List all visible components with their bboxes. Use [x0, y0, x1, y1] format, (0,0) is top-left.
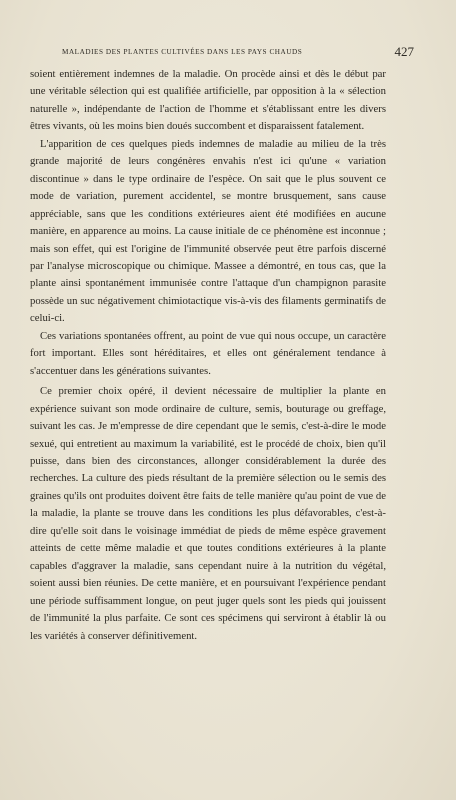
paragraph-continuation: soient entièrement indemnes de la maladie. On procède ainsi et dès le début par une véritable sélection qui est qualifiée artificielle, par opposition à la « sélection naturelle », indépendante de l'action de l'homme et s'établissant entre les divers êtres vivants, où les moins bien doués succombent et disparaissent fatalement. [30, 68, 386, 133]
page-header [62, 46, 414, 62]
paragraph-variation-discontinue: L'apparition de ces quelques pieds indemnes de maladie au milieu de la très grande majorité de leurs congénères envahis n'est ici qu'une « variation discontinue » dans le type ordinaire de l'espèce. On sait que le plus souvent ce mode de variation, purement accidentel, se montre brusquement, sans cause appréciable, sans que les conditions extérieures aient été modifiées en aucune manière, en apparence au moins. La cause initiale de ce phénomène est inconnue ; mais son effet, qui est l'origine de l'immunité observée peut être parfois discerné par l'analyse microscopique ou chimique. Massee a démontré, en tous cas, que la plante ainsi spontanément immunisée contre l'attaque d'un champignon parasite possède un suc négativement chimiotactique vis-à-vis des filaments germinatifs de celui-ci. [30, 137, 386, 325]
running-head: MALADIES DES PLANTES CULTIVÉES DANS LES PAYS CHAUDS [62, 48, 303, 56]
page-number: 427 [394, 44, 414, 59]
body-text [30, 66, 386, 645]
paragraph-premier-choix: Ce premier choix opéré, il devient nécessaire de multiplier la plante en expérience suivant son mode ordinaire de culture, semis, bouturage ou greffage, suivant les cas. Je m'empresse de dire cependant que le semis, c'est-à-dire le mode sexué, qui entretient au maximum la variabilité, est le procédé de choix, bien qu'il puisse, dans bien des circonstances, allonger considérablement la durée des recherches. La culture des pieds résultant de la première sélection ou le semis des graines qu'ils ont produites doivent être faits de telle manière qu'au point de vue de la maladie, la plante se trouve dans les conditions les plus défavorables, c'est-à-dire qu'elle soit dans le voisinage immédiat de pieds de même espèce gravement atteints de cette même maladie et que toutes conditions extérieures à la plante capables d'aggraver la maladie, sans cependant nuire à la nutrition du végétal, soient aussi bien réunies. De cette manière, et en poursuivant l'expérience pendant une période suffisamment longue, on peut juger quels sont les pieds qui jouissent de l'immunité la plus parfaite. Ce sont ces spécimens qui serviront à établir là ou les variétés à conserver définitivement. [30, 385, 386, 642]
paragraph-variations-spontanees: Ces variations spontanées offrent, au point de vue qui nous occupe, un caractère fort important. Elles sont héréditaires, et elles ont généralement tendance à s'accentuer dans les générations suivantes. [30, 329, 386, 377]
